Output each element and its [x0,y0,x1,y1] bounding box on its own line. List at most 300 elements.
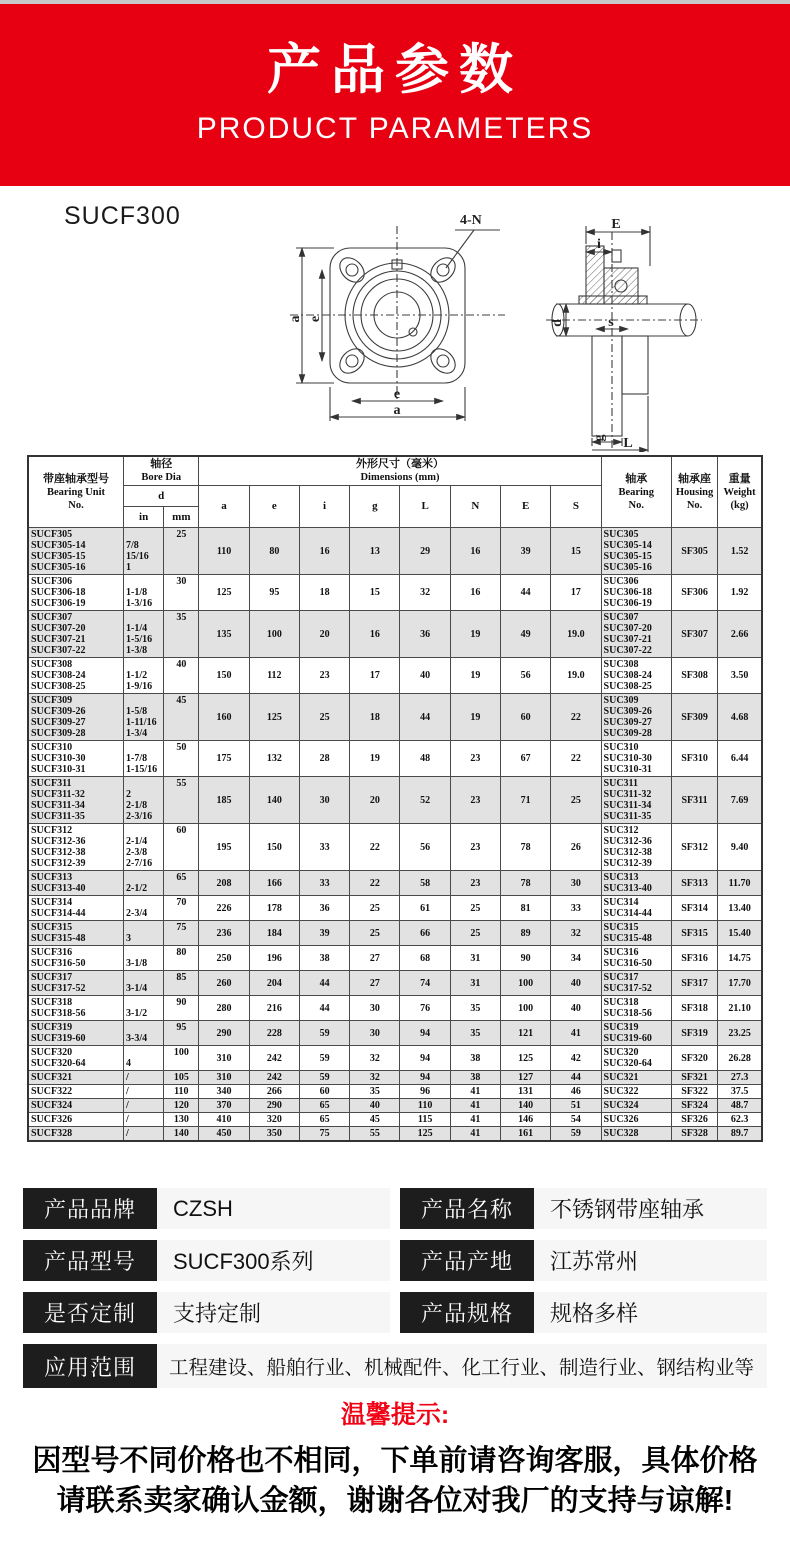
model-cell: SUCF317 SUCF317-52 [28,971,124,996]
table-row [28,658,762,694]
weight-cell: 62.3 [718,1113,762,1127]
model-cell: SUCF314 SUCF314-44 [28,896,124,921]
dim-cell: 22 [551,741,601,777]
dim-cell: 30 [350,1021,400,1046]
dim-cell: 370 [199,1099,249,1113]
dim-cell: 66 [400,921,450,946]
dim-cell: 110 [199,528,249,575]
table-header [28,456,762,528]
dim-cell: 146 [501,1113,551,1127]
model-cell: SUCF312 SUCF312-36 SUCF312-38 SUCF312-39 [28,824,124,871]
dim-label-a-bottom: a [393,403,401,418]
dim-cell: 54 [551,1113,601,1127]
bearing-no-cell: SUC309 SUC309-26 SUC309-27 SUC309-28 [601,694,671,741]
dim-cell: 25 [450,896,500,921]
dim-cell: 23 [450,871,500,896]
bore-mm-cell: 40 [164,658,199,694]
dim-cell: 196 [249,946,299,971]
dim-cell: 17 [551,575,601,611]
dim-cell: 18 [299,575,349,611]
model-cell: SUCF309 SUCF309-26 SUCF309-27 SUCF309-28 [28,694,124,741]
dim-cell: 140 [501,1099,551,1113]
dim-cell: 60 [299,1085,349,1099]
dim-cell: 208 [199,871,249,896]
bore-mm-cell: 25 [164,528,199,575]
dim-cell: 100 [501,996,551,1021]
housing-no-cell: SF326 [671,1113,717,1127]
bore-mm-cell: 55 [164,777,199,824]
dim-cell: 23 [450,777,500,824]
dim-label-e-left: e [308,315,323,323]
weight-cell: 4.68 [718,694,762,741]
dim-cell: 65 [299,1113,349,1127]
weight-cell: 37.5 [718,1085,762,1099]
weight-cell: 21.10 [718,996,762,1021]
model-cell: SUCF311 SUCF311-32 SUCF311-34 SUCF311-35 [28,777,124,824]
info-row-name [400,1188,767,1229]
dim-cell: 38 [299,946,349,971]
dim-cell: 65 [299,1099,349,1113]
header-dim-L: L [400,486,450,528]
dim-cell: 56 [501,658,551,694]
bore-mm-cell: 90 [164,996,199,1021]
dim-cell: 135 [199,611,249,658]
table-row [28,1046,762,1071]
dim-cell: 178 [249,896,299,921]
dim-cell: 150 [199,658,249,694]
page-title-cn: 产品参数 [267,40,523,100]
table-row [28,1071,762,1085]
bore-in-cell: 1-1/8 1-3/16 [124,575,164,611]
model-cell: SUCF307 SUCF307-20 SUCF307-21 SUCF307-22 [28,611,124,658]
dim-cell: 19.0 [551,658,601,694]
dim-label-a-left: a [288,315,303,323]
dim-cell: 236 [199,921,249,946]
weight-cell: 14.75 [718,946,762,971]
dim-cell: 250 [199,946,249,971]
dim-cell: 16 [450,575,500,611]
bore-in-cell: / [124,1113,164,1127]
dim-cell: 52 [400,777,450,824]
dim-cell: 22 [350,871,400,896]
bore-mm-cell: 70 [164,896,199,921]
housing-no-cell: SF313 [671,871,717,896]
dim-cell: 59 [299,1071,349,1085]
bore-in-cell: 7/8 15/16 1 [124,528,164,575]
dim-cell: 33 [299,871,349,896]
bore-in-cell: 2-3/4 [124,896,164,921]
model-cell: SUCF306 SUCF306-18 SUCF306-19 [28,575,124,611]
header-dim-N: N [450,486,500,528]
table-row [28,896,762,921]
dim-cell: 32 [350,1046,400,1071]
table-row [28,611,762,658]
weight-cell: 17.70 [718,971,762,996]
info-label: 是否定制 [23,1292,157,1333]
dim-cell: 310 [199,1071,249,1085]
weight-cell: 1.52 [718,528,762,575]
header-bore-dia: 轴径 Bore Dia [124,456,199,486]
dim-label-d: d [550,319,565,327]
weight-cell: 11.70 [718,871,762,896]
bore-in-cell: 3 [124,921,164,946]
model-cell: SUCF316 SUCF316-50 [28,946,124,971]
dim-cell: 125 [249,694,299,741]
dim-cell: 100 [249,611,299,658]
dim-cell: 26 [551,824,601,871]
dim-cell: 45 [350,1113,400,1127]
info-value: 支持定制 [157,1292,390,1333]
bearing-no-cell: SUC328 [601,1127,671,1142]
dim-cell: 19 [450,611,500,658]
weight-cell: 6.44 [718,741,762,777]
header-dim-S: S [551,486,601,528]
dim-cell: 290 [249,1099,299,1113]
dim-cell: 16 [450,528,500,575]
table-row [28,575,762,611]
dim-label-i: i [597,237,601,252]
info-row-application [23,1344,767,1388]
bore-mm-cell: 120 [164,1099,199,1113]
bore-in-cell: 3-1/2 [124,996,164,1021]
dim-cell: 61 [400,896,450,921]
dim-cell: 28 [299,741,349,777]
bore-mm-cell: 60 [164,824,199,871]
info-row-spec [400,1292,767,1333]
dim-cell: 242 [249,1046,299,1071]
model-cell: SUCF319 SUCF319-60 [28,1021,124,1046]
model-cell: SUCF313 SUCF313-40 [28,871,124,896]
dim-cell: 44 [299,971,349,996]
dim-cell: 100 [501,971,551,996]
bearing-no-cell: SUC321 [601,1071,671,1085]
dim-cell: 160 [199,694,249,741]
bearing-no-cell: SUC312 SUC312-36 SUC312-38 SUC312-39 [601,824,671,871]
header-dim-e: e [249,486,299,528]
warm-tips-title: 温馨提示: [340,1401,450,1429]
bearing-no-cell: SUC313 SUC313-40 [601,871,671,896]
dim-cell: 94 [400,1046,450,1071]
dim-cell: 94 [400,1021,450,1046]
table-row [28,1113,762,1127]
bore-mm-cell: 50 [164,741,199,777]
housing-no-cell: SF324 [671,1099,717,1113]
dim-cell: 13 [350,528,400,575]
info-value: 不锈钢带座轴承 [534,1188,767,1229]
dim-cell: 39 [299,921,349,946]
dim-cell: 110 [400,1099,450,1113]
table-row [28,694,762,741]
model-series-label: SUCF300 [64,202,181,230]
dim-cell: 29 [400,528,450,575]
bore-mm-cell: 75 [164,921,199,946]
bearing-no-cell: SUC307 SUC307-20 SUC307-21 SUC307-22 [601,611,671,658]
dim-label-L: L [623,436,633,451]
dim-label-g: g [592,434,607,442]
bore-mm-cell: 30 [164,575,199,611]
dim-cell: 25 [450,921,500,946]
dim-cell: 40 [551,971,601,996]
dim-cell: 32 [400,575,450,611]
bearing-no-cell: SUC311 SUC311-32 SUC311-34 SUC311-35 [601,777,671,824]
dim-cell: 60 [501,694,551,741]
info-value: CZSH [157,1188,390,1229]
housing-no-cell: SF318 [671,996,717,1021]
dim-cell: 125 [199,575,249,611]
dim-cell: 131 [501,1085,551,1099]
table-row [28,921,762,946]
dim-cell: 78 [501,871,551,896]
dim-cell: 71 [501,777,551,824]
bearing-technical-drawing [0,186,790,452]
dim-cell: 132 [249,741,299,777]
header-d: d [124,486,199,507]
bore-mm-cell: 100 [164,1046,199,1071]
technical-drawing-section [0,186,790,452]
dim-cell: 78 [501,824,551,871]
spec-table-section [27,455,763,1142]
model-cell: SUCF326 [28,1113,124,1127]
bearing-no-cell: SUC326 [601,1113,671,1127]
dim-label-e-bottom: e [393,387,401,402]
dim-cell: 41 [450,1099,500,1113]
info-label: 应用范围 [23,1344,157,1388]
bore-mm-cell: 105 [164,1071,199,1085]
header-in: in [124,507,164,528]
bore-in-cell: 1-5/8 1-11/16 1-3/4 [124,694,164,741]
bearing-no-cell: SUC324 [601,1099,671,1113]
info-row-origin [400,1240,767,1281]
info-label: 产品品牌 [23,1188,157,1229]
bore-in-cell: / [124,1085,164,1099]
dim-cell: 41 [450,1113,500,1127]
housing-no-cell: SF322 [671,1085,717,1099]
table-body [28,528,762,1142]
dim-cell: 40 [400,658,450,694]
bearing-no-cell: SUC305 SUC305-14 SUC305-15 SUC305-16 [601,528,671,575]
header-dim-g: g [350,486,400,528]
bore-mm-cell: 65 [164,871,199,896]
header-housing-no: 轴承座 Housing No. [671,456,717,528]
dim-cell: 18 [350,694,400,741]
header-dimensions: 外形尺寸（毫米） Dimensions (mm) [199,456,601,486]
header-bearing-unit: 带座轴承型号 Bearing Unit No. [28,456,124,528]
weight-cell: 7.69 [718,777,762,824]
dim-cell: 31 [450,946,500,971]
dim-label-s: s [608,315,614,330]
dim-cell: 121 [501,1021,551,1046]
dim-cell: 226 [199,896,249,921]
dim-cell: 74 [400,971,450,996]
bore-in-cell: 2-1/2 [124,871,164,896]
table-row [28,1099,762,1113]
info-value: 工程建设、船舶行业、机械配件、化工行业、制造行业、钢结构业等 [157,1344,767,1388]
dim-cell: 59 [299,1046,349,1071]
bore-mm-cell: 110 [164,1085,199,1099]
dim-cell: 31 [450,971,500,996]
dim-cell: 55 [350,1127,400,1142]
info-value: 规格多样 [534,1292,767,1333]
weight-cell: 9.40 [718,824,762,871]
dim-cell: 32 [350,1071,400,1085]
dim-cell: 30 [350,996,400,1021]
bore-in-cell: / [124,1071,164,1085]
dim-cell: 16 [299,528,349,575]
header-dim-E: E [501,486,551,528]
info-label: 产品名称 [400,1188,534,1229]
bore-mm-cell: 130 [164,1113,199,1127]
housing-no-cell: SF305 [671,528,717,575]
model-cell: SUCF328 [28,1127,124,1142]
dim-cell: 20 [350,777,400,824]
bearing-no-cell: SUC308 SUC308-24 SUC308-25 [601,658,671,694]
bearing-no-cell: SUC320 SUC320-64 [601,1046,671,1071]
bore-mm-cell: 35 [164,611,199,658]
dim-cell: 42 [551,1046,601,1071]
model-cell: SUCF310 SUCF310-30 SUCF310-31 [28,741,124,777]
model-cell: SUCF308 SUCF308-24 SUCF308-25 [28,658,124,694]
dim-cell: 290 [199,1021,249,1046]
bore-in-cell: 3-1/4 [124,971,164,996]
dim-cell: 80 [249,528,299,575]
dim-cell: 48 [400,741,450,777]
dim-cell: 89 [501,921,551,946]
bore-in-cell: 2 2-1/8 2-3/16 [124,777,164,824]
dim-cell: 266 [249,1085,299,1099]
dim-cell: 35 [350,1085,400,1099]
bore-mm-cell: 85 [164,971,199,996]
model-cell: SUCF318 SUCF318-56 [28,996,124,1021]
info-row-brand [23,1188,390,1229]
info-value: 江苏常州 [534,1240,767,1281]
dim-cell: 41 [450,1127,500,1142]
dim-cell: 16 [350,611,400,658]
dim-cell: 150 [249,824,299,871]
table-row [28,971,762,996]
housing-no-cell: SF314 [671,896,717,921]
dim-cell: 44 [501,575,551,611]
dim-cell: 23 [450,741,500,777]
dim-cell: 56 [400,824,450,871]
housing-no-cell: SF310 [671,741,717,777]
housing-no-cell: SF306 [671,575,717,611]
bearing-no-cell: SUC318 SUC318-56 [601,996,671,1021]
weight-cell: 3.50 [718,658,762,694]
dim-cell: 310 [199,1046,249,1071]
bore-in-cell: 4 [124,1046,164,1071]
housing-no-cell: SF308 [671,658,717,694]
housing-no-cell: SF320 [671,1046,717,1071]
dim-cell: 25 [551,777,601,824]
header-weight: 重量 Weight (kg) [718,456,762,528]
info-label: 产品产地 [400,1240,534,1281]
model-cell: SUCF305 SUCF305-14 SUCF305-15 SUCF305-16 [28,528,124,575]
dim-cell: 112 [249,658,299,694]
dim-cell: 38 [450,1071,500,1085]
dim-cell: 280 [199,996,249,1021]
dim-cell: 44 [400,694,450,741]
dim-cell: 95 [249,575,299,611]
dim-cell: 41 [450,1085,500,1099]
bore-in-cell: 2-1/4 2-3/8 2-7/16 [124,824,164,871]
bore-mm-cell: 80 [164,946,199,971]
bearing-no-cell: SUC315 SUC315-48 [601,921,671,946]
info-label: 产品规格 [400,1292,534,1333]
header-dim-i: i [299,486,349,528]
info-value: SUCF300系列 [157,1240,390,1281]
dim-label-E: E [611,217,621,232]
dim-cell: 36 [299,896,349,921]
bore-in-cell: 1-1/4 1-5/16 1-3/8 [124,611,164,658]
dim-cell: 15 [350,575,400,611]
dim-cell: 35 [450,1021,500,1046]
dim-cell: 166 [249,871,299,896]
model-cell: SUCF315 SUCF315-48 [28,921,124,946]
table-row [28,1021,762,1046]
dim-cell: 30 [551,871,601,896]
dim-cell: 30 [299,777,349,824]
dim-cell: 260 [199,971,249,996]
housing-no-cell: SF312 [671,824,717,871]
housing-no-cell: SF307 [671,611,717,658]
dim-cell: 59 [551,1127,601,1142]
model-cell: SUCF321 [28,1071,124,1085]
bearing-no-cell: SUC317 SUC317-52 [601,971,671,996]
bore-mm-cell: 140 [164,1127,199,1142]
weight-cell: 48.7 [718,1099,762,1113]
weight-cell: 2.66 [718,611,762,658]
dim-cell: 19 [350,741,400,777]
housing-no-cell: SF319 [671,1021,717,1046]
bearing-no-cell: SUC316 SUC316-50 [601,946,671,971]
table-row [28,824,762,871]
info-row-model [23,1240,390,1281]
dim-cell: 22 [350,824,400,871]
dim-cell: 94 [400,1071,450,1085]
dim-cell: 23 [450,824,500,871]
dim-cell: 23 [299,658,349,694]
bearing-no-cell: SUC314 SUC314-44 [601,896,671,921]
model-cell: SUCF320 SUCF320-64 [28,1046,124,1071]
dim-cell: 81 [501,896,551,921]
dim-cell: 320 [249,1113,299,1127]
table-row [28,777,762,824]
dim-cell: 67 [501,741,551,777]
dim-cell: 34 [551,946,601,971]
info-row-custom [23,1292,390,1333]
dim-cell: 46 [551,1085,601,1099]
dim-cell: 38 [450,1046,500,1071]
bearing-no-cell: SUC310 SUC310-30 SUC310-31 [601,741,671,777]
dim-cell: 228 [249,1021,299,1046]
housing-no-cell: SF309 [671,694,717,741]
dim-cell: 33 [551,896,601,921]
dim-cell: 175 [199,741,249,777]
dim-cell: 161 [501,1127,551,1142]
dim-cell: 96 [400,1085,450,1099]
housing-no-cell: SF316 [671,946,717,971]
dim-cell: 35 [450,996,500,1021]
dim-cell: 40 [350,1099,400,1113]
weight-cell: 15.40 [718,921,762,946]
model-cell: SUCF322 [28,1085,124,1099]
dim-cell: 19 [450,694,500,741]
dim-cell: 27 [350,946,400,971]
hero-banner [0,4,790,186]
dim-cell: 184 [249,921,299,946]
table-row [28,871,762,896]
header-mm: mm [164,507,199,528]
